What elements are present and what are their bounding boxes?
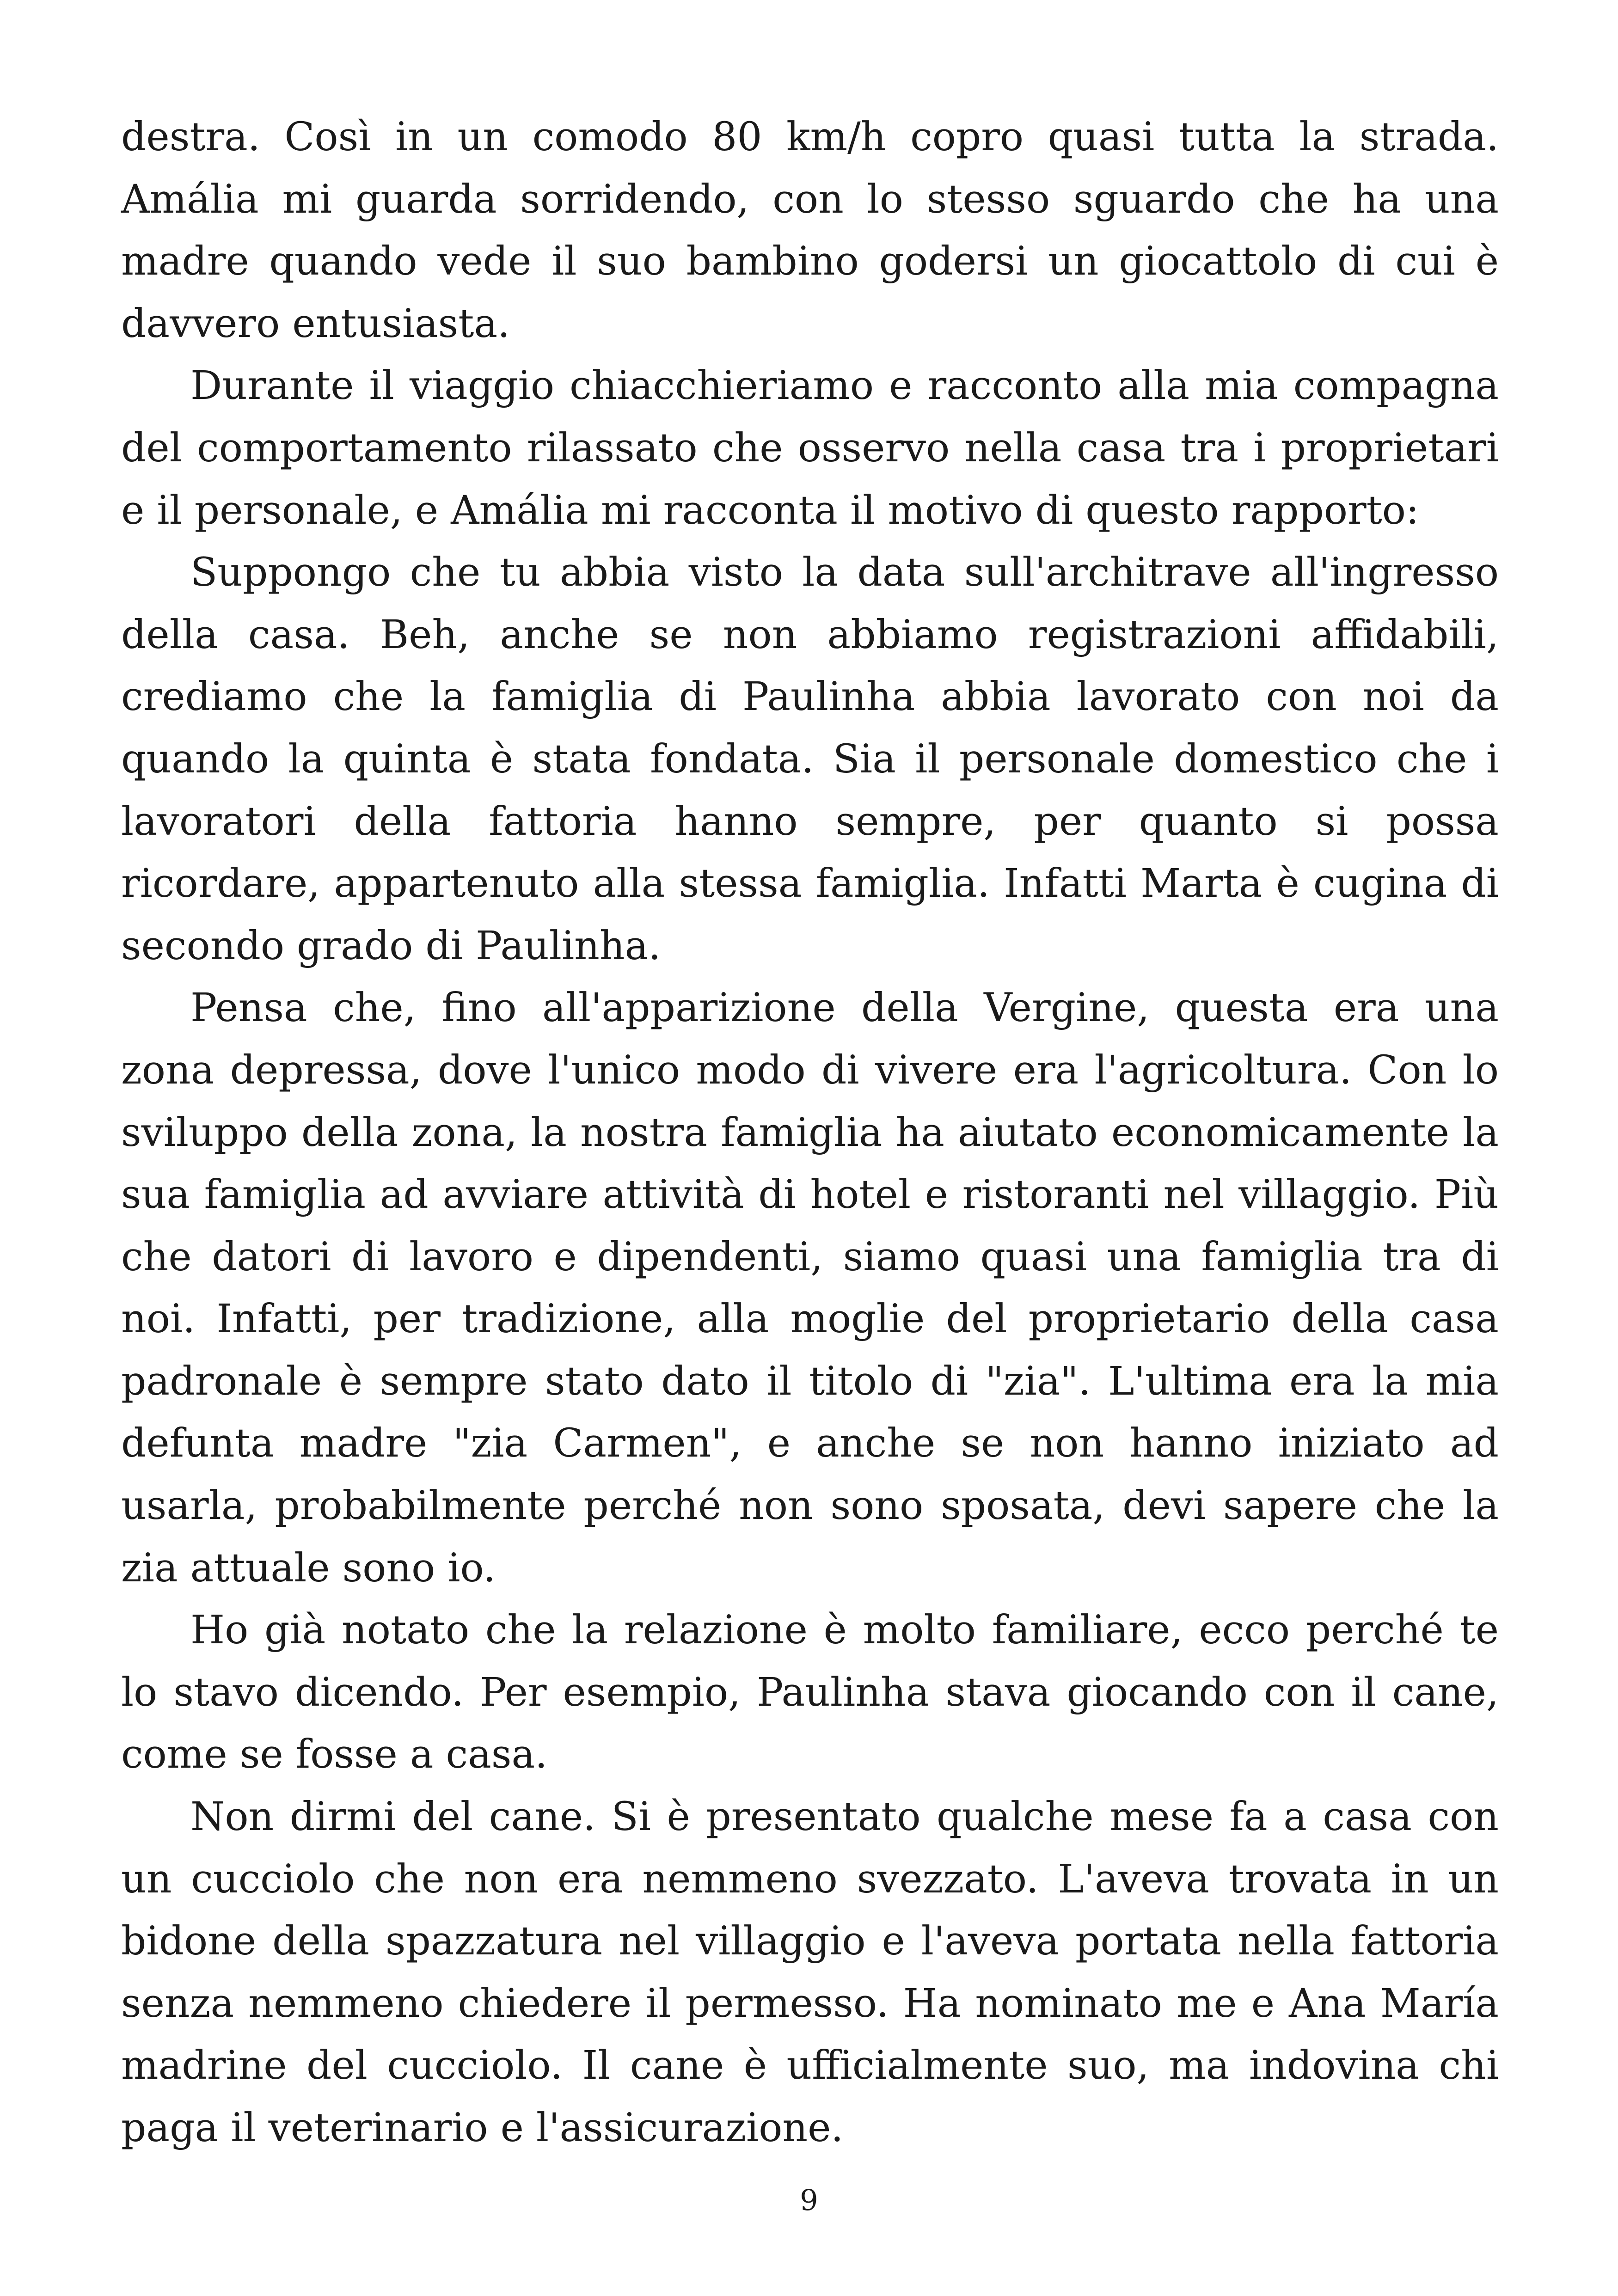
paragraph: Non dirmi del cane. Si è presentato qualche mese fa a casa con un cucciolo che non era nemmeno svezzato. L'aveva trovata in un bidone della spazzatura nel villaggio e l'aveva portata nella fattoria senza nemmeno chiedere il permesso. Ha nominato me e Ana María madrine del cucciolo. Il cane è ufficialmente suo, ma indovina chi paga il veterinario e l'assicurazione. [121,1794,1499,2151]
paragraph: Suppongo che tu abbia visto la data sull'architrave all'ingresso della casa. Beh, anche se non abbiamo registrazioni affidabili, crediamo che la famiglia di Paulinha abbia lavorato con noi da quando la quinta è stata fondata. Sia il personale domestico che i lavoratori della fattoria hanno sempre, per quanto si possa ricordare, appartenuto alla stessa famiglia. Infatti Marta è cugina di secondo grado di Paulinha. [121,550,1499,969]
paragraph: Durante il viaggio chiacchieriamo e racconto alla mia compagna del comportamento rilassato che osservo nella casa tra i proprietari e il personale, e Amália mi racconta il motivo di questo rapporto: [121,363,1499,533]
paragraph: destra. Così in un comodo 80 km/h copro quasi tutta la strada. Amália mi guarda sorridendo, con lo stesso sguardo che ha una madre quando vede il suo bambino godersi un giocattolo di cui è davvero entusiasta. [121,114,1499,347]
page-number: 9 [800,2183,818,2217]
paragraph: Ho già notato che la relazione è molto familiare, ecco perché te lo stavo dicendo. Per esempio, Paulinha stava giocando con il cane, come se fosse a casa. [121,1607,1499,1778]
page-body [121,106,1499,2160]
paragraph: Pensa che, fino all'apparizione della Vergine, questa era una zona depressa, dove l'unico modo di vivere era l'agricoltura. Con lo sviluppo della zona, la nostra famiglia ha aiutato economicamente la sua famiglia ad avviare attività di hotel e ristoranti nel villaggio. Più che datori di lavoro e dipendenti, siamo quasi una famiglia tra di noi. Infatti, per tradizione, alla moglie del proprietario della casa padronale è sempre stato dato il titolo di "zia". L'ultima era la mia defunta madre "zia Carmen", e anche se non hanno iniziato ad usarla, probabilmente perché non sono sposata, devi sapere che la zia attuale sono io. [121,985,1499,1591]
